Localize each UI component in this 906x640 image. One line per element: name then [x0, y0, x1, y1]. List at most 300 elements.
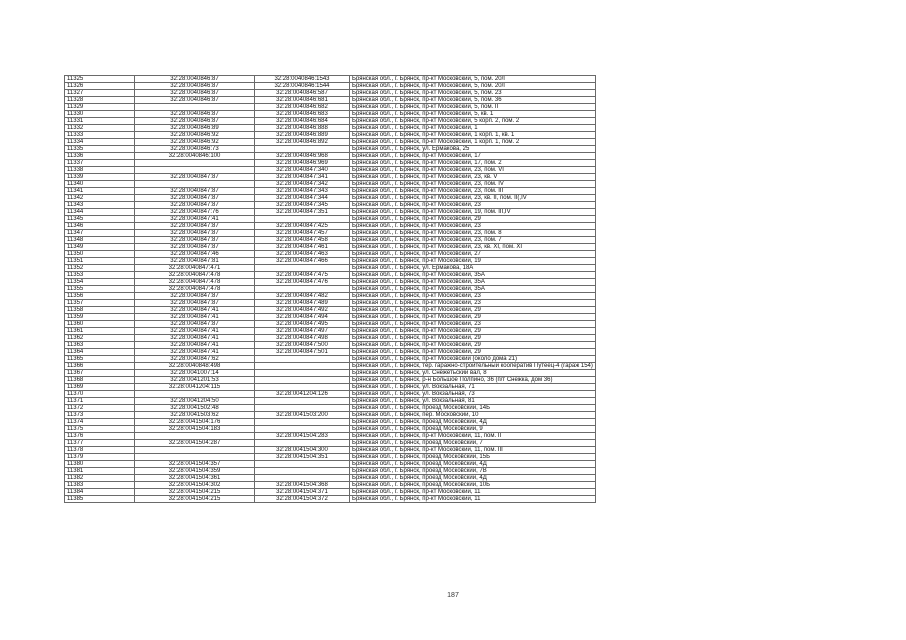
row-number-cell: 11383: [65, 482, 135, 489]
row-number-cell: 11335: [65, 146, 135, 153]
table-row: [65, 342, 596, 349]
address-cell: Брянская обл., г. Брянск, пр-кт Московский, 23: [350, 223, 596, 230]
object-cadastral-cell: [255, 356, 350, 363]
row-number-cell: 11332: [65, 125, 135, 132]
object-cadastral-cell: 32:28:0040847:494: [255, 314, 350, 321]
row-number-cell: 11359: [65, 314, 135, 321]
row-number-cell: 11325: [65, 76, 135, 83]
address-cell: Брянская обл., г. Брянск, пр-кт Московский, 35А: [350, 272, 596, 279]
row-number-cell: 11343: [65, 202, 135, 209]
address-cell: Брянская обл., г. Брянск, ул. Вокзальная, 81: [350, 398, 596, 405]
table-row: [65, 293, 596, 300]
row-number-cell: 11355: [65, 286, 135, 293]
table-row: [65, 419, 596, 426]
parcel-cadastral-cell: 32:28:0041201:53: [135, 377, 255, 384]
address-cell: Брянская обл., г. Брянск, пр-кт Московский, 11: [350, 496, 596, 503]
address-cell: Брянская обл., г. Брянск, проезд Московский, 10Б: [350, 482, 596, 489]
row-number-cell: 11366: [65, 363, 135, 370]
parcel-cadastral-cell: 32:28:0040847:41: [135, 314, 255, 321]
table-row: [65, 188, 596, 195]
address-cell: Брянская обл., г. Брянск, пр-кт Московский, 5 корп. 2, пом. 2: [350, 118, 596, 125]
row-number-cell: 11346: [65, 223, 135, 230]
object-cadastral-cell: 32:28:0040846:587: [255, 90, 350, 97]
address-cell: Брянская обл., г. Брянск, пр-кт Московский, 1 корп. 1, кв. 1: [350, 132, 596, 139]
parcel-cadastral-cell: 32:28:0040846:87: [135, 118, 255, 125]
row-number-cell: 11360: [65, 321, 135, 328]
table-row: [65, 97, 596, 104]
parcel-cadastral-cell: 32:28:0041504:176: [135, 419, 255, 426]
object-cadastral-cell: [255, 370, 350, 377]
address-cell: Брянская обл., г. Брянск, проезд Московский, 4Д: [350, 461, 596, 468]
address-cell: Брянская обл., г. Брянск, пр-кт Московский, 29: [350, 349, 596, 356]
object-cadastral-cell: 32:28:0040847:500: [255, 342, 350, 349]
table-row: [65, 475, 596, 482]
row-number-cell: 11378: [65, 447, 135, 454]
object-cadastral-cell: 32:28:0040847:341: [255, 174, 350, 181]
row-number-cell: 11326: [65, 83, 135, 90]
object-cadastral-cell: 32:28:0041504:351: [255, 454, 350, 461]
table-row: [65, 76, 596, 83]
object-cadastral-cell: 32:28:0040847:466: [255, 258, 350, 265]
object-cadastral-cell: 32:28:0040846:683: [255, 111, 350, 118]
table-row: [65, 384, 596, 391]
object-cadastral-cell: [255, 426, 350, 433]
row-number-cell: 11347: [65, 230, 135, 237]
parcel-cadastral-cell: 32:28:0040847:41: [135, 335, 255, 342]
object-cadastral-cell: 32:28:0040847:344: [255, 195, 350, 202]
row-number-cell: 11333: [65, 132, 135, 139]
object-cadastral-cell: 32:28:0040846:892: [255, 139, 350, 146]
object-cadastral-cell: [255, 398, 350, 405]
table-row: [65, 454, 596, 461]
table-row: [65, 321, 596, 328]
table-row: [65, 314, 596, 321]
address-cell: Брянская обл., г. Брянск, ул. Вокзальная, 71: [350, 384, 596, 391]
object-cadastral-cell: 32:28:0040847:458: [255, 237, 350, 244]
row-number-cell: 11353: [65, 272, 135, 279]
parcel-cadastral-cell: 32:28:0040847:87: [135, 293, 255, 300]
row-number-cell: 11352: [65, 265, 135, 272]
table-row: [65, 251, 596, 258]
address-cell: Брянская обл., г. Брянск, проезд Московский, 4Д: [350, 419, 596, 426]
row-number-cell: 11362: [65, 335, 135, 342]
address-cell: Брянская обл., г. Брянск, пр-кт Московский, 11, пом. II: [350, 433, 596, 440]
object-cadastral-cell: 32:28:0040847:497: [255, 328, 350, 335]
address-cell: Брянская обл., г. Брянск, тер. гаражно-строительный кооператив Путеец-4 (гараж 154): [350, 363, 596, 370]
row-number-cell: 11338: [65, 167, 135, 174]
object-cadastral-cell: 32:28:0040846:889: [255, 132, 350, 139]
address-cell: Брянская обл., г. Брянск, проезд Московский, 4Д: [350, 475, 596, 482]
table-row: [65, 307, 596, 314]
address-cell: Брянская обл., г. Брянск, пр-кт Московский, 29: [350, 335, 596, 342]
object-cadastral-cell: 32:28:0040847:343: [255, 188, 350, 195]
table-row: [65, 111, 596, 118]
object-cadastral-cell: [255, 377, 350, 384]
object-cadastral-cell: 32:28:0040846:682: [255, 104, 350, 111]
object-cadastral-cell: 32:28:0040846:684: [255, 118, 350, 125]
table-row: [65, 440, 596, 447]
parcel-cadastral-cell: 32:28:0040847:41: [135, 216, 255, 223]
row-number-cell: 11365: [65, 356, 135, 363]
table-row: [65, 335, 596, 342]
object-cadastral-cell: 32:28:0041504:368: [255, 482, 350, 489]
address-cell: Брянская обл., г. Брянск, пр-кт Московский, 5, пом. II: [350, 104, 596, 111]
row-number-cell: 11369: [65, 384, 135, 391]
address-cell: Брянская обл., г. Брянск, пр-кт Московский, 19: [350, 258, 596, 265]
address-cell: Брянская обл., г. Брянск, пр-кт Московский, 35А: [350, 279, 596, 286]
table-row: [65, 370, 596, 377]
table-row: [65, 125, 596, 132]
row-number-cell: 11385: [65, 496, 135, 503]
row-number-cell: 11376: [65, 433, 135, 440]
parcel-cadastral-cell: 32:28:0040846:87: [135, 111, 255, 118]
parcel-cadastral-cell: 32:28:0040847:87: [135, 230, 255, 237]
address-cell: Брянская обл., г. Брянск, пр-кт Московский, 11, пом. III: [350, 447, 596, 454]
table-row: [65, 202, 596, 209]
table-row: [65, 426, 596, 433]
parcel-cadastral-cell: [135, 181, 255, 188]
parcel-cadastral-cell: 32:28:0040847:76: [135, 209, 255, 216]
parcel-cadastral-cell: 32:28:0041204:115: [135, 384, 255, 391]
object-cadastral-cell: 32:28:0040846:1544: [255, 83, 350, 90]
row-number-cell: 11357: [65, 300, 135, 307]
row-number-cell: 11381: [65, 468, 135, 475]
parcel-cadastral-cell: [135, 167, 255, 174]
table-row: [65, 83, 596, 90]
address-cell: Брянская обл., г. Брянск, пр-кт Московский, 23: [350, 202, 596, 209]
address-cell: Брянская обл., г. Брянск, ул. Вокзальная, 73: [350, 391, 596, 398]
table-row: [65, 139, 596, 146]
object-cadastral-cell: [255, 363, 350, 370]
address-cell: Брянская обл., г. Брянск, ул. Ермакова, 25: [350, 146, 596, 153]
parcel-cadastral-cell: [135, 454, 255, 461]
table-row: [65, 391, 596, 398]
parcel-cadastral-cell: 32:28:0041504:302: [135, 482, 255, 489]
parcel-cadastral-cell: 32:28:0041504:215: [135, 496, 255, 503]
object-cadastral-cell: [255, 475, 350, 482]
address-cell: Брянская обл., г. Брянск, проезд Московский, 7: [350, 440, 596, 447]
address-cell: Брянская обл., г. Брянск, пр-кт Московский, 17, пом. 2: [350, 160, 596, 167]
address-cell: Брянская обл., г. Брянск, пер. Московский, 10: [350, 412, 596, 419]
row-number-cell: 11336: [65, 153, 135, 160]
table-row: [65, 363, 596, 370]
row-number-cell: 11374: [65, 419, 135, 426]
object-cadastral-cell: 32:28:0041504:300: [255, 447, 350, 454]
table-row: [65, 482, 596, 489]
row-number-cell: 11373: [65, 412, 135, 419]
object-cadastral-cell: 32:28:0040846:681: [255, 97, 350, 104]
table-row: [65, 328, 596, 335]
row-number-cell: 11375: [65, 426, 135, 433]
object-cadastral-cell: [255, 265, 350, 272]
table-row: [65, 349, 596, 356]
table-row: [65, 265, 596, 272]
table-row: [65, 104, 596, 111]
address-cell: Брянская обл., г. Брянск, пр-кт Московский (около дома 21): [350, 356, 596, 363]
object-cadastral-cell: 32:28:0040846:969: [255, 160, 350, 167]
object-cadastral-cell: 32:28:0041504:372: [255, 496, 350, 503]
object-cadastral-cell: 32:28:0041204:126: [255, 391, 350, 398]
row-number-cell: 11334: [65, 139, 135, 146]
address-cell: Брянская обл., г. Брянск, ул. Ермакова, 18А: [350, 265, 596, 272]
parcel-cadastral-cell: 32:28:0040847:471: [135, 265, 255, 272]
row-number-cell: 11329: [65, 104, 135, 111]
address-cell: Брянская обл., г. Брянск, проезд Московский, 7В: [350, 468, 596, 475]
row-number-cell: 11379: [65, 454, 135, 461]
row-number-cell: 11380: [65, 461, 135, 468]
address-cell: Брянская обл., г. Брянск, проезд Московский, 9: [350, 426, 596, 433]
address-cell: Брянская обл., г. Брянск, пр-кт Московский, 27: [350, 251, 596, 258]
cadastral-table: [64, 75, 596, 503]
cadastral-table-body: [65, 76, 596, 503]
address-cell: Брянская обл., г. Брянск, пр-кт Московский, 5, пом. 20/I: [350, 83, 596, 90]
parcel-cadastral-cell: 32:28:0040847:87: [135, 244, 255, 251]
object-cadastral-cell: 32:28:0040847:457: [255, 230, 350, 237]
parcel-cadastral-cell: 32:28:0040847:87: [135, 300, 255, 307]
table-row: [65, 433, 596, 440]
address-cell: Брянская обл., г. Брянск, пр-кт Московский, 19, пом. III,IV: [350, 209, 596, 216]
table-row: [65, 447, 596, 454]
table-row: [65, 195, 596, 202]
table-row: [65, 461, 596, 468]
address-cell: Брянская обл., г. Брянск, пр-кт Московский, 1 корп. 1, пом. 2: [350, 139, 596, 146]
object-cadastral-cell: [255, 216, 350, 223]
row-number-cell: 11367: [65, 370, 135, 377]
table-row: [65, 118, 596, 125]
parcel-cadastral-cell: 32:28:0040846:92: [135, 139, 255, 146]
row-number-cell: 11351: [65, 258, 135, 265]
address-cell: Брянская обл., г. Брянск, пр-кт Московский, 23, пом. 8: [350, 230, 596, 237]
parcel-cadastral-cell: 32:28:0040846:73: [135, 146, 255, 153]
address-cell: Брянская обл., г. Брянск, пр-кт Московский, 23, кв. V: [350, 174, 596, 181]
row-number-cell: 11345: [65, 216, 135, 223]
parcel-cadastral-cell: [135, 391, 255, 398]
row-number-cell: 11363: [65, 342, 135, 349]
object-cadastral-cell: 32:28:0041504:371: [255, 489, 350, 496]
parcel-cadastral-cell: 32:28:0041007:14: [135, 370, 255, 377]
object-cadastral-cell: 32:28:0040847:340: [255, 167, 350, 174]
row-number-cell: 11356: [65, 293, 135, 300]
object-cadastral-cell: [255, 286, 350, 293]
address-cell: Брянская обл., г. Брянск, проезд Московский, 15Б: [350, 454, 596, 461]
parcel-cadastral-cell: [135, 160, 255, 167]
parcel-cadastral-cell: 32:28:0040846:100: [135, 153, 255, 160]
parcel-cadastral-cell: 32:28:0040847:87: [135, 195, 255, 202]
row-number-cell: 11372: [65, 405, 135, 412]
row-number-cell: 11358: [65, 307, 135, 314]
row-number-cell: 11370: [65, 391, 135, 398]
table-row: [65, 237, 596, 244]
parcel-cadastral-cell: 32:28:0040847:81: [135, 258, 255, 265]
table-row: [65, 181, 596, 188]
object-cadastral-cell: 32:28:0040847:495: [255, 321, 350, 328]
parcel-cadastral-cell: 32:28:0040846:92: [135, 132, 255, 139]
parcel-cadastral-cell: 32:28:0040847:478: [135, 286, 255, 293]
parcel-cadastral-cell: 32:28:0040846:87: [135, 97, 255, 104]
row-number-cell: 11344: [65, 209, 135, 216]
address-cell: Брянская обл., г. Брянск, пр-кт Московский, 23, пом. IV: [350, 181, 596, 188]
parcel-cadastral-cell: 32:28:0040846:87: [135, 90, 255, 97]
object-cadastral-cell: 32:28:0040847:461: [255, 244, 350, 251]
table-row: [65, 468, 596, 475]
address-cell: Брянская обл., г. Брянск, пр-кт Московский, 29: [350, 314, 596, 321]
row-number-cell: 11349: [65, 244, 135, 251]
table-row: [65, 300, 596, 307]
table-row: [65, 398, 596, 405]
row-number-cell: 11339: [65, 174, 135, 181]
address-cell: Брянская обл., г. Брянск, пр-кт Московский, 23, пом. VI: [350, 167, 596, 174]
parcel-cadastral-cell: 32:28:0040847:87: [135, 321, 255, 328]
table-row: [65, 209, 596, 216]
table-row: [65, 279, 596, 286]
parcel-cadastral-cell: 32:28:0041504:361: [135, 475, 255, 482]
parcel-cadastral-cell: 32:28:0040847:87: [135, 223, 255, 230]
parcel-cadastral-cell: 32:28:0040847:41: [135, 328, 255, 335]
address-cell: Брянская обл., г. Брянск, пр-кт Московский, 17: [350, 153, 596, 160]
object-cadastral-cell: 32:28:0041503:200: [255, 412, 350, 419]
parcel-cadastral-cell: 32:28:0040847:41: [135, 349, 255, 356]
address-cell: Брянская обл., г. Брянск, ул. Снежетьский вал, 8: [350, 370, 596, 377]
address-cell: Брянская обл., г. Брянск, пр-кт Московский, 29: [350, 307, 596, 314]
object-cadastral-cell: [255, 405, 350, 412]
parcel-cadastral-cell: 32:28:0040848:498: [135, 363, 255, 370]
address-cell: Брянская обл., г. Брянск, пр-кт Московский, 29: [350, 342, 596, 349]
table-row: [65, 286, 596, 293]
address-cell: Брянская обл., г. Брянск, пр-кт Московский, 29: [350, 328, 596, 335]
table-row: [65, 272, 596, 279]
row-number-cell: 11328: [65, 97, 135, 104]
row-number-cell: 11327: [65, 90, 135, 97]
object-cadastral-cell: 32:28:0040847:476: [255, 279, 350, 286]
row-number-cell: 11337: [65, 160, 135, 167]
row-number-cell: 11384: [65, 489, 135, 496]
table-row: [65, 167, 596, 174]
row-number-cell: 11350: [65, 251, 135, 258]
parcel-cadastral-cell: 32:28:0041502:48: [135, 405, 255, 412]
object-cadastral-cell: 32:28:0040847:482: [255, 293, 350, 300]
table-row: [65, 174, 596, 181]
object-cadastral-cell: [255, 461, 350, 468]
parcel-cadastral-cell: 32:28:0040847:478: [135, 272, 255, 279]
parcel-cadastral-cell: 32:28:0041504:183: [135, 426, 255, 433]
table-row: [65, 216, 596, 223]
object-cadastral-cell: 32:28:0040846:888: [255, 125, 350, 132]
page-number: 187: [447, 592, 459, 599]
parcel-cadastral-cell: 32:28:0040847:87: [135, 174, 255, 181]
object-cadastral-cell: 32:28:0040846:1543: [255, 76, 350, 83]
address-cell: Брянская обл., г. Брянск, пр-кт Московский, 23: [350, 321, 596, 328]
row-number-cell: 11330: [65, 111, 135, 118]
parcel-cadastral-cell: 32:28:0040847:87: [135, 202, 255, 209]
row-number-cell: 11368: [65, 377, 135, 384]
address-cell: Брянская обл., г. Брянск, пр-кт Московский, 23, кв. II, пом. II(,IV: [350, 195, 596, 202]
table-row: [65, 160, 596, 167]
address-cell: Брянская обл., г. Брянск, р-н Большое Полпино, 36 (п/т Снежка, дом 36): [350, 377, 596, 384]
parcel-cadastral-cell: [135, 433, 255, 440]
parcel-cadastral-cell: 32:28:0040846:87: [135, 76, 255, 83]
row-number-cell: 11361: [65, 328, 135, 335]
parcel-cadastral-cell: 32:28:0041504:357: [135, 461, 255, 468]
address-cell: Брянская обл., г. Брянск, пр-кт Московский, 23: [350, 300, 596, 307]
parcel-cadastral-cell: 32:28:0040847:87: [135, 188, 255, 195]
address-cell: Брянская обл., г. Брянск, пр-кт Московский, 23, кв. XI, пом. XI: [350, 244, 596, 251]
table-row: [65, 489, 596, 496]
parcel-cadastral-cell: 32:28:0040847:478: [135, 279, 255, 286]
object-cadastral-cell: 32:28:0041504:283: [255, 433, 350, 440]
object-cadastral-cell: 32:28:0040847:501: [255, 349, 350, 356]
parcel-cadastral-cell: 32:28:0040847:46: [135, 251, 255, 258]
object-cadastral-cell: 32:28:0040847:345: [255, 202, 350, 209]
address-cell: Брянская обл., г. Брянск, пр-кт Московский, 23: [350, 293, 596, 300]
parcel-cadastral-cell: 32:28:0040847:41: [135, 307, 255, 314]
row-number-cell: 11377: [65, 440, 135, 447]
object-cadastral-cell: 32:28:0040847:463: [255, 251, 350, 258]
object-cadastral-cell: [255, 419, 350, 426]
table-row: [65, 223, 596, 230]
object-cadastral-cell: 32:28:0040847:489: [255, 300, 350, 307]
table-row: [65, 258, 596, 265]
address-cell: Брянская обл., г. Брянск, проезд Московский, 14Б: [350, 405, 596, 412]
row-number-cell: 11364: [65, 349, 135, 356]
row-number-cell: 11331: [65, 118, 135, 125]
row-number-cell: 11348: [65, 237, 135, 244]
table-row: [65, 377, 596, 384]
address-cell: Брянская обл., г. Брянск, пр-кт Московский, 29: [350, 216, 596, 223]
parcel-cadastral-cell: 32:28:0040847:62: [135, 356, 255, 363]
object-cadastral-cell: 32:28:0040846:968: [255, 153, 350, 160]
parcel-cadastral-cell: 32:28:0041504:215: [135, 489, 255, 496]
table-row: [65, 153, 596, 160]
address-cell: Брянская обл., г. Брянск, пр-кт Московский, 35А: [350, 286, 596, 293]
row-number-cell: 11342: [65, 195, 135, 202]
parcel-cadastral-cell: [135, 447, 255, 454]
table-row: [65, 405, 596, 412]
table-row: [65, 496, 596, 503]
table-row: [65, 146, 596, 153]
table-row: [65, 244, 596, 251]
row-number-cell: 11371: [65, 398, 135, 405]
object-cadastral-cell: 32:28:0040847:351: [255, 209, 350, 216]
object-cadastral-cell: [255, 384, 350, 391]
parcel-cadastral-cell: 32:28:0041504:359: [135, 468, 255, 475]
parcel-cadastral-cell: 32:28:0040846:87: [135, 83, 255, 90]
object-cadastral-cell: 32:28:0040847:425: [255, 223, 350, 230]
table-row: [65, 356, 596, 363]
row-number-cell: 11382: [65, 475, 135, 482]
object-cadastral-cell: 32:28:0040847:498: [255, 335, 350, 342]
table-row: [65, 90, 596, 97]
row-number-cell: 11354: [65, 279, 135, 286]
object-cadastral-cell: 32:28:0040847:492: [255, 307, 350, 314]
parcel-cadastral-cell: 32:28:0041503:62: [135, 412, 255, 419]
object-cadastral-cell: [255, 468, 350, 475]
object-cadastral-cell: 32:28:0040847:475: [255, 272, 350, 279]
address-cell: Брянская обл., г. Брянск, пр-кт Московский, 5, кв. 1: [350, 111, 596, 118]
parcel-cadastral-cell: 32:28:0041504:287: [135, 440, 255, 447]
parcel-cadastral-cell: 32:28:0041204:50: [135, 398, 255, 405]
row-number-cell: 11341: [65, 188, 135, 195]
address-cell: Брянская обл., г. Брянск, пр-кт Московский, 5, пом. 36: [350, 97, 596, 104]
parcel-cadastral-cell: 32:28:0040847:87: [135, 237, 255, 244]
parcel-cadastral-cell: 32:28:0040847:41: [135, 342, 255, 349]
address-cell: Брянская обл., г. Брянск, пр-кт Московский, 5, пом. 23: [350, 90, 596, 97]
parcel-cadastral-cell: 32:28:0040846:89: [135, 125, 255, 132]
address-cell: Брянская обл., г. Брянск, пр-кт Московский, 23, пом. 7: [350, 237, 596, 244]
table-row: [65, 230, 596, 237]
address-cell: Брянская обл., г. Брянск, пр-кт Московский, 5, пом. 20/I: [350, 76, 596, 83]
address-cell: Брянская обл., г. Брянск, пр-кт Московский, 1: [350, 125, 596, 132]
address-cell: Брянская обл., г. Брянск, пр-кт Московский, 23, пом. III: [350, 188, 596, 195]
